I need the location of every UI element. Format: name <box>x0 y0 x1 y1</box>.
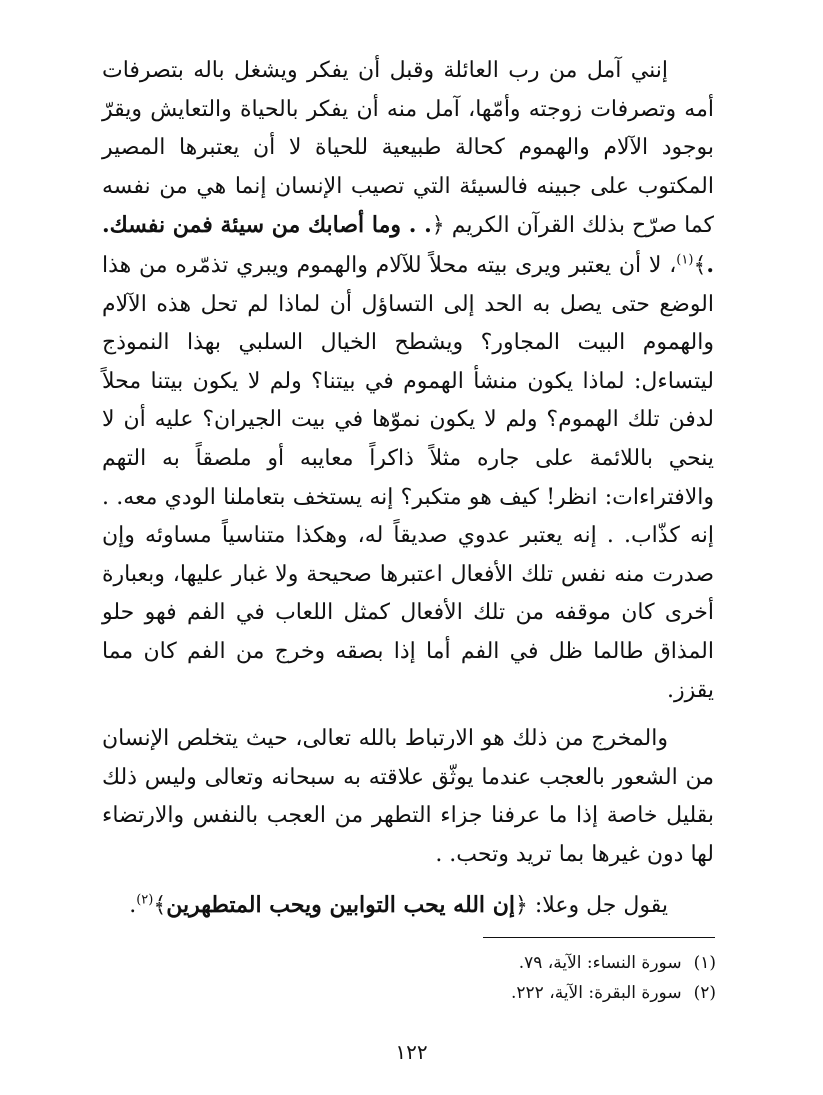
paragraph-1-text-after-quote: ، لا أن يعتبر ويرى بيته محلاً للآلام والهموم ويبري تذمّره من هذا الوضع حتى يصل به الحد إلى التساؤل أن لماذا لم تحل هذه الآلام والهموم البيت المجاور؟ ويشطح الخيال السلبي بهذا النموذج ليتساءل: لماذا يكون منشأ الهموم في بيتنا؟ ولم لا يكون بيتنا محلاً لدفن تلك الهموم؟ ولم لا يكون نموّها في بيت الجيران؟ عليه أن لا ينحي باللائمة على جاره مثلاً ذاكراً معايبه أو ملصقاً به التهم والافتراءات: انظر! كيف هو متكبر؟ إنه يستخف بتعاملنا الودي معه. . إنه كذّاب. . إنه يعتبر عدوي صديقاً له، وهكذا متناسياً مساوئه وإن صدرت منه نفس تلك الأفعال اعتبرها صحيحة ولا غبار عليها، وبعبارة أخرى كان موقفه من تلك الأفعال كمثل اللعاب في الفم فهو حلو المذاق طالما ظل في الفم أما إذا بصقه وخرج من الفم كان مما يقزز. <box>102 252 714 703</box>
paragraph-3 <box>102 886 714 926</box>
footnote-2 <box>420 978 716 1008</box>
footnote-2-number: (٢) <box>693 983 716 1003</box>
footnote-ref-1[interactable]: (١) <box>676 252 694 268</box>
footnote-1 <box>420 948 716 978</box>
quran-quote-2 <box>153 892 528 918</box>
paragraph-3-text-after-quote: . <box>129 893 137 919</box>
quote-open-brace: ﴿ <box>514 893 528 919</box>
paragraph-1-text-before-quote: إنني آمل من رب العائلة وقبل أن يفكر ويشغل باله بتصرفات أمه وتصرفات زوجته وأمّها، آمل منه أن يفكر بالحياة والتعايش ويقرّ بوجود الآلام والهموم كحالة طبيعية للحياة لا أن يعتبرها المصير المكتوب على جبينه فالسيئة التي تصيب الإنسان إنما هي من نفسه كما صرّح بذلك القرآن الكريم <box>102 58 714 239</box>
paragraph-2 <box>102 720 714 874</box>
footnote-1-text: سورة النساء: الآية، ٧٩. <box>518 953 682 973</box>
footnote-ref-2[interactable]: (٢) <box>136 893 154 909</box>
footnotes <box>420 948 716 1008</box>
quote-1-text: . . وما أصابك من سيئة فمن نفسك. . <box>102 212 714 278</box>
paragraph-1 <box>102 52 714 710</box>
footnote-2-text: سورة البقرة: الآية، ٢٢٢. <box>511 983 682 1003</box>
paragraph-2-text: والمخرج من ذلك هو الارتباط بالله تعالى، حيث يتخلص الإنسان من الشعور بالعجب عندما يوثّق علاقته به سبحانه وتعالى وليس ذلك بقليل خاصة إذا ما عرفنا جزاء التطهر من العجب بالنفس والارتضاء لها دون غيرها بما تريد وتحب. . <box>102 726 714 867</box>
quote-2-text: إن الله يحب التوابين ويحب المتطهرين <box>166 892 515 919</box>
footnote-1-number: (١) <box>693 953 716 973</box>
page-number: ١٢٢ <box>395 1040 428 1064</box>
footnote-divider <box>483 937 715 938</box>
quote-close-brace: ﴾ <box>693 252 707 278</box>
quote-open-brace: ﴿ <box>431 213 445 239</box>
quote-close-brace: ﴾ <box>153 893 167 919</box>
paragraph-3-text-before-quote: يقول جل وعلا: <box>527 893 668 919</box>
main-text <box>102 52 714 926</box>
